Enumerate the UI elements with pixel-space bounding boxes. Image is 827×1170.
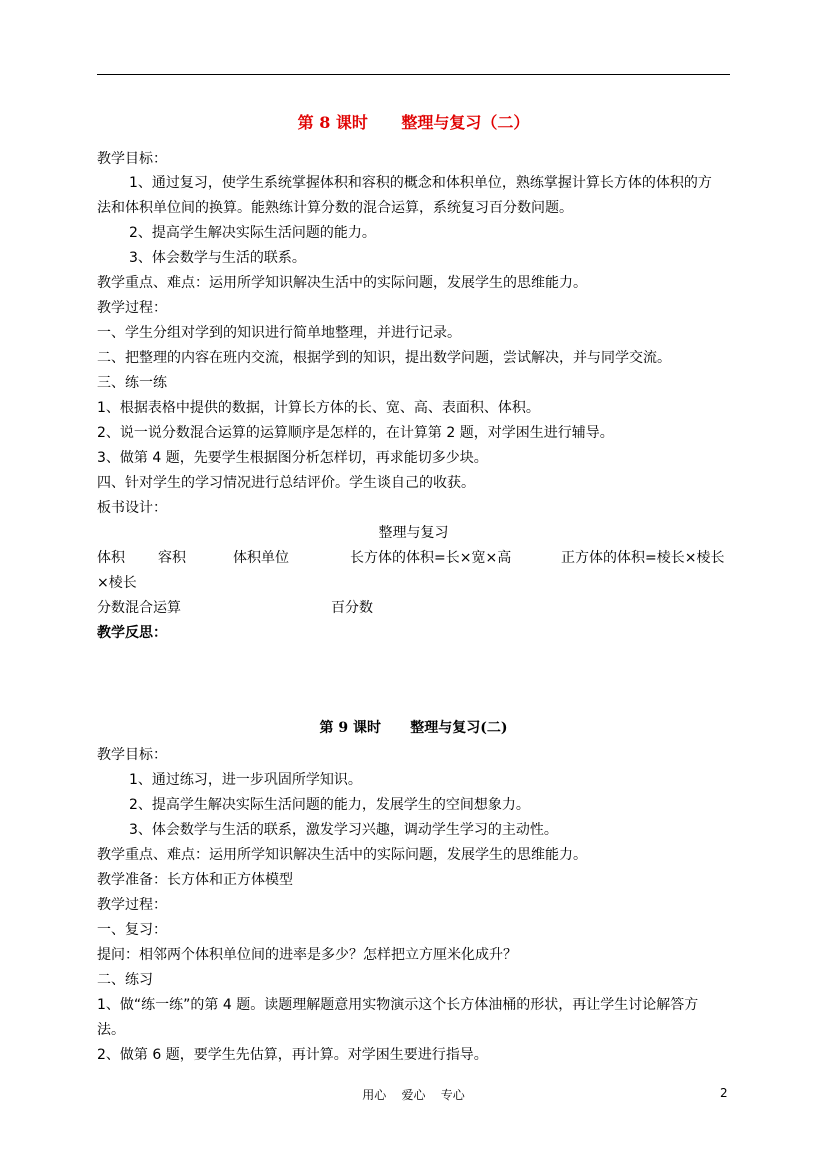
board-title: 整理与复习 <box>378 525 449 541</box>
process-label-s2: 教学过程： <box>97 897 167 913</box>
goal-3-s2: 3、体会数学与生活的联系，激发学习兴趣，调动学生学习的主动性。 <box>129 822 558 838</box>
goal-1-s2: 1、通过练习，进一步巩固所学知识。 <box>129 772 362 788</box>
goals-label: 教学目标： <box>97 151 167 167</box>
goal-1-line-1: 1、通过复习，使学生系统掌握体积和容积的概念和体积单位，熟练掌握计算长方体的体积的方 <box>129 175 712 191</box>
board-cube-formula: 正方体的体积=棱长×棱长 <box>561 550 725 566</box>
practice-1-line-2: 法。 <box>97 1022 125 1038</box>
board-capacity: 容积 <box>158 550 186 566</box>
step-3-item-1: 1、根据表格中提供的数据，计算长方体的长、宽、高、表面积、体积。 <box>97 400 540 416</box>
goal-2-s2: 2、提高学生解决实际生活问题的能力，发展学生的空间想象力。 <box>129 797 530 813</box>
practice-1-line-1: 1、做“练一练”的第 4 题。读题理解题意用实物演示这个长方体油桶的形状，再让学生讨论解答方 <box>97 997 699 1013</box>
practice-heading: 二、练习 <box>97 972 153 988</box>
review-heading: 一、复习： <box>97 922 167 938</box>
board-label: 板书设计： <box>97 500 167 516</box>
board-cube-formula-cont: ×棱长 <box>97 575 137 591</box>
step-4: 四、针对学生的学习情况进行总结评价。学生谈自己的收获。 <box>97 475 475 491</box>
board-volume-unit: 体积单位 <box>233 550 289 566</box>
board-percent: 百分数 <box>331 600 373 616</box>
board-cuboid-formula: 长方体的体积=长×宽×高 <box>350 550 512 566</box>
goal-3: 3、体会数学与生活的联系。 <box>129 250 306 266</box>
page-number: 2 <box>720 1086 728 1100</box>
review-question: 提问：相邻两个体积单位间的进率是多少？怎样把立方厘米化成升？ <box>97 947 517 963</box>
board-volume: 体积 <box>97 550 125 566</box>
teaching-prep: 教学准备：长方体和正方体模型 <box>97 872 293 888</box>
board-fraction: 分数混合运算 <box>97 600 181 616</box>
practice-2: 2、做第 6 题，要学生先估算，再计算。对学困生要进行指导。 <box>97 1047 488 1063</box>
goal-2: 2、提高学生解决实际生活问题的能力。 <box>129 225 376 241</box>
goal-1-line-2: 法和体积单位间的换算。能熟练计算分数的混合运算，系统复习百分数问题。 <box>97 200 573 216</box>
process-label: 教学过程： <box>97 300 167 316</box>
step-2: 二、把整理的内容在班内交流，根据学到的知识，提出数学问题，尝试解决，并与同学交流。 <box>97 350 671 366</box>
reflection-label: 教学反思： <box>97 625 167 641</box>
lesson-9-title: 第 9 课时 整理与复习(二) <box>319 720 508 736</box>
step-1: 一、学生分组对学到的知识进行简单地整理，并进行记录。 <box>97 325 461 341</box>
step-3-item-3: 3、做第 4 题，先要学生根据图分析怎样切，再求能切多少块。 <box>97 450 488 466</box>
key-points-s2: 教学重点、难点：运用所学知识解决生活中的实际问题，发展学生的思维能力。 <box>97 847 587 863</box>
step-3: 三、练一练 <box>97 375 167 391</box>
key-points: 教学重点、难点：运用所学知识解决生活中的实际问题，发展学生的思维能力。 <box>97 275 587 291</box>
step-3-item-2: 2、说一说分数混合运算的运算顺序是怎样的，在计算第 2 题，对学困生进行辅导。 <box>97 425 614 441</box>
header-rule <box>97 74 730 75</box>
footer-motto: 用心 爱心 专心 <box>362 1088 465 1102</box>
goals-label-2: 教学目标： <box>97 747 167 763</box>
lesson-8-title: 第 8 课时 整理与复习（二） <box>297 113 530 132</box>
